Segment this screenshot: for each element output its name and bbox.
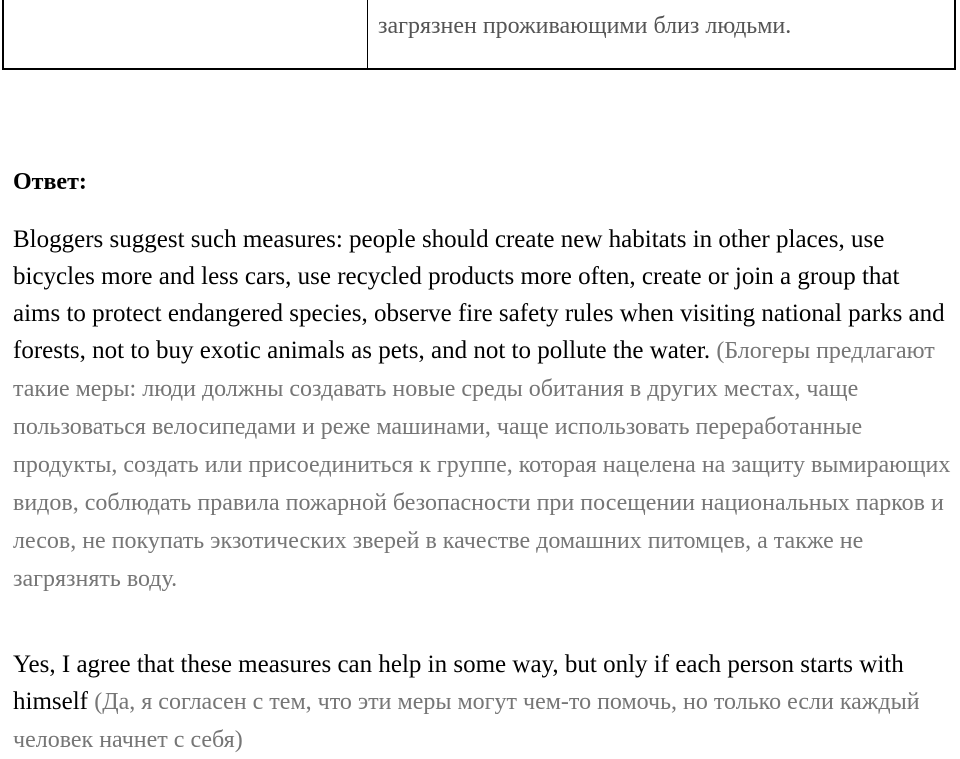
answer-paragraph-2 — [13, 646, 951, 759]
answer-paragraph-2-translation: (Да, я согласен с тем, что эти меры могут чем-то помочь, но только если каждый человек начнет с себя) — [13, 689, 920, 753]
answer-heading: Ответ: — [13, 169, 87, 195]
answer-paragraph-1-translation: (Блогеры предлагают такие меры: люди должны создавать новые среды обитания в других местах, чаще пользоваться велосипедами и реже машинами, чаще использовать переработанные продукты, создать или присоединиться к группе, которая нацелена на защиту вымирающих видов, соблюдать правила пожарной безопасности при посещении национальных парков и лесов, не покупать экзотических зверей в качестве домашних питомцев, а также не загрязнять воду. — [13, 338, 951, 592]
table-fragment — [2, 0, 956, 70]
answer-paragraph-1 — [13, 221, 951, 598]
answer-paragraph-1-english: Bloggers suggest such measures: people should create new habitats in other places, use bicycles more and less cars, use recycled products more often, create or join a group that aims to protect endangered species, observe fire safety rules when visiting national parks and forests, not to buy exotic animals as pets, and not to pollute the water. — [13, 226, 945, 364]
answer-paragraph-2-english: Yes, I agree that these measures can help in some way, but only if each person starts with himself — [13, 651, 904, 715]
table-cell-left — [4, 0, 368, 68]
table-cell-right: загрязнен проживающими близ людьми. — [378, 13, 792, 39]
